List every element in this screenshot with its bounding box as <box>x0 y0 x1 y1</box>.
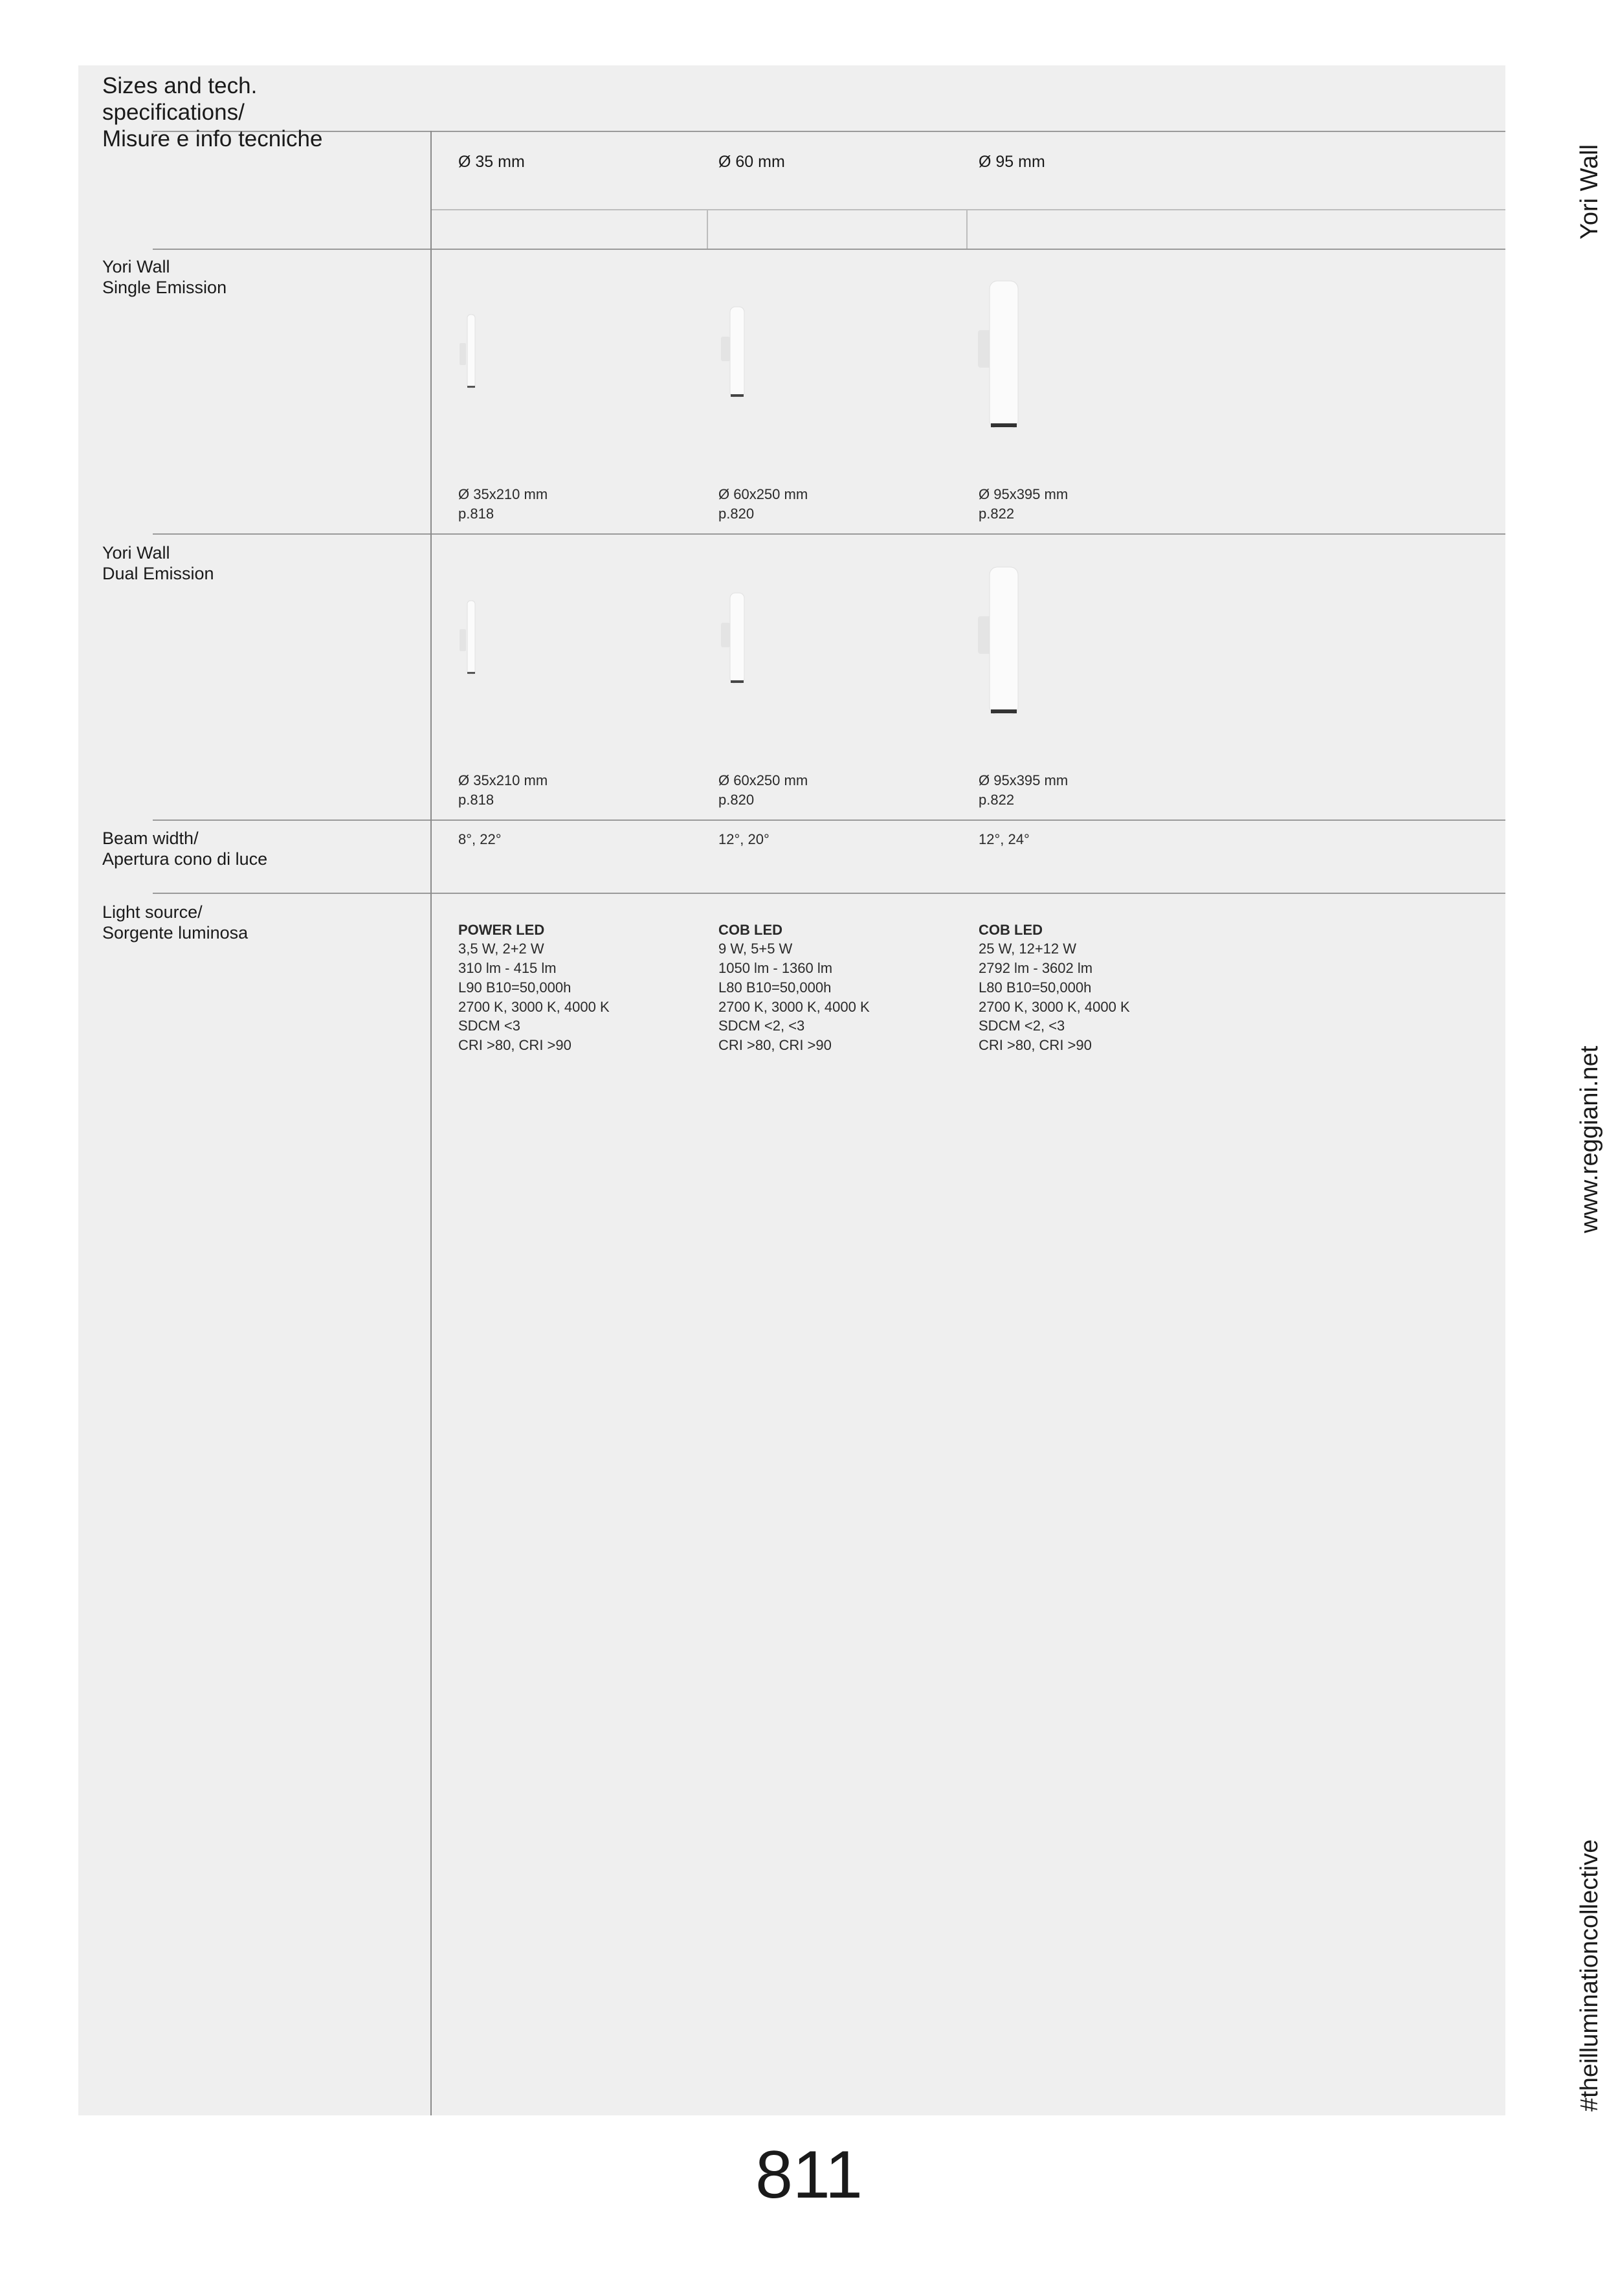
spec-panel <box>78 65 1505 2115</box>
row-label-dual-emission: Yori Wall Dual Emission <box>102 543 214 583</box>
divider-col-1 <box>707 209 708 249</box>
divider-column-header <box>432 209 1505 210</box>
side-label-website: www.reggiani.net <box>1576 1045 1603 1233</box>
light-specs-60: 9 W, 5+5 W 1050 lm - 1360 lm L80 B10=50,000h 2700 K, 3000 K, 4000 K SDCM <2, <3 CRI >80, CRI >90 <box>718 941 870 1053</box>
page-title: Sizes and tech. specifications/ Misure e info tecniche <box>102 73 323 151</box>
light-type-60: COB LED <box>718 921 782 938</box>
cell-beam-35: 8°, 22° <box>458 831 502 847</box>
side-label-hashtag: #theilluminationcollective <box>1576 1839 1603 2112</box>
divider-row-beam <box>153 893 1505 894</box>
cell-single-60: Ø 60x250 mm p.820 <box>718 486 808 522</box>
lamp-single-95-image <box>974 278 1032 434</box>
cell-dual-35: Ø 35x210 mm p.818 <box>458 772 548 808</box>
lamp-dual-95-image <box>974 564 1032 720</box>
cell-dual-95: Ø 95x395 mm p.822 <box>979 772 1069 808</box>
lamp-dual-60-image <box>717 590 756 687</box>
cell-light-35 <box>458 901 610 1074</box>
light-type-95: COB LED <box>979 921 1043 938</box>
row-label-light-source: Light source/ Sorgente luminosa <box>102 902 249 942</box>
divider-row-dual <box>153 819 1505 821</box>
cell-light-60 <box>718 901 870 1074</box>
light-type-35: POWER LED <box>458 921 545 938</box>
cell-single-35: Ø 35x210 mm p.818 <box>458 486 548 522</box>
lamp-single-35-image <box>453 311 485 395</box>
cell-beam-95: 12°, 24° <box>979 831 1030 847</box>
cell-single-95: Ø 95x395 mm p.822 <box>979 486 1069 522</box>
light-specs-35: 3,5 W, 2+2 W 310 lm - 415 lm L90 B10=50,000h 2700 K, 3000 K, 4000 K SDCM <3 CRI >80, CRI >90 <box>458 941 610 1053</box>
light-specs-95: 25 W, 12+12 W 2792 lm - 3602 lm L80 B10=50,000h 2700 K, 3000 K, 4000 K SDCM <2, <3 CRI >80, CRI >90 <box>979 941 1130 1053</box>
divider-row-single <box>153 533 1505 535</box>
cell-dual-60: Ø 60x250 mm p.820 <box>718 772 808 808</box>
column-header-60: Ø 60 mm <box>718 153 785 171</box>
side-label-product: Yori Wall <box>1576 144 1603 240</box>
row-label-beam-width: Beam width/ Apertura cono di luce <box>102 829 268 869</box>
page-number: 811 <box>755 2137 863 2212</box>
divider-header-bottom <box>153 249 1505 250</box>
lamp-dual-35-image <box>453 597 485 681</box>
column-header-35: Ø 35 mm <box>458 153 525 171</box>
row-label-single-emission: Yori Wall Single Emission <box>102 257 227 297</box>
column-header-95: Ø 95 mm <box>979 153 1045 171</box>
cell-light-95 <box>979 901 1130 1074</box>
divider-label-column <box>430 131 432 2115</box>
divider-col-2 <box>966 209 968 249</box>
cell-beam-60: 12°, 20° <box>718 831 770 847</box>
lamp-single-60-image <box>717 304 756 401</box>
